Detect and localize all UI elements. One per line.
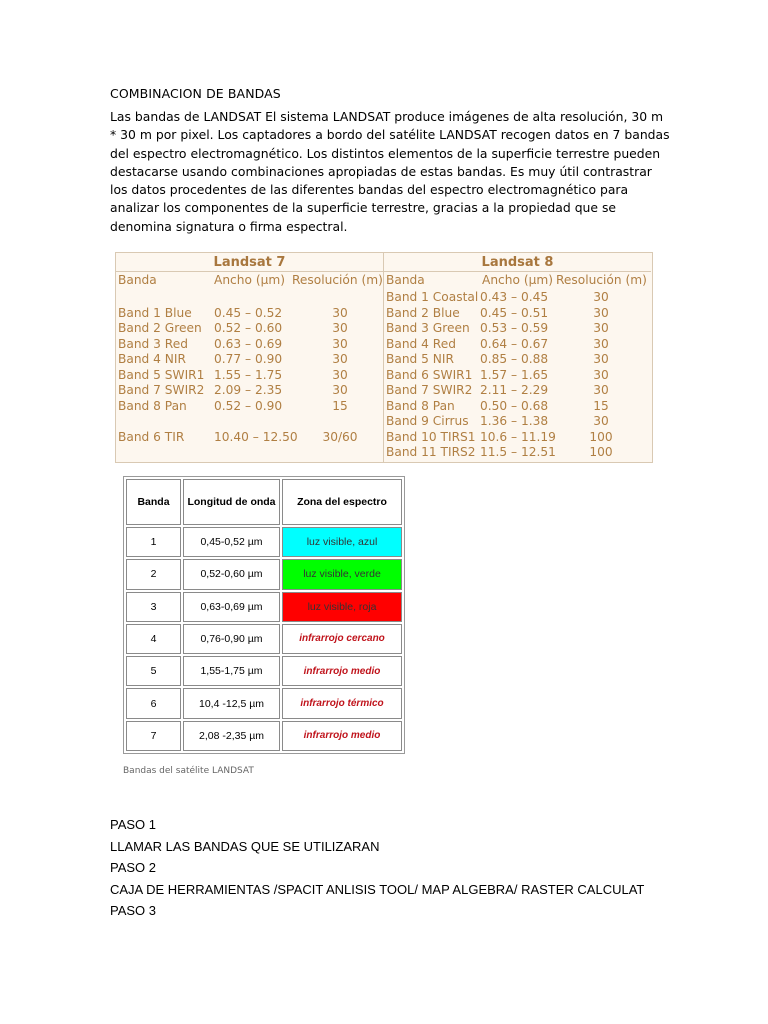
landsat7-resolucion-cell: 30/60	[322, 429, 358, 444]
landsat8-banda-cell: Band 10 TIRS1	[386, 429, 476, 444]
landsat8-resolucion-cell: 100	[589, 429, 613, 444]
spectrum-row	[126, 624, 402, 654]
spectrum-header-row	[126, 479, 402, 525]
landsat7-row	[116, 352, 383, 368]
longitud-cell: 0,63-0,69 µm	[183, 592, 280, 622]
landsat8-banda-cell: Band 4 Red	[386, 336, 456, 351]
longitud-cell: 0,52-0,60 µm	[183, 559, 280, 589]
longitud-cell: 0,76-0,90 µm	[183, 624, 280, 654]
landsat8-ancho-cell: 0.53 – 0.59	[480, 321, 549, 335]
landsat8-resolucion-cell: 30	[593, 367, 609, 382]
landsat7-row	[116, 399, 383, 415]
landsat8-resolucion-cell: 30	[593, 352, 609, 366]
landsat7-ancho-cell: 2.09 – 2.35	[214, 383, 283, 397]
spectrum-row	[126, 527, 402, 557]
zona-cell: infrarrojo térmico	[282, 688, 402, 718]
landsat8-ancho-cell: 0.50 – 0.68	[480, 398, 549, 413]
landsat7-banda-cell: Band 6 TIR	[118, 429, 185, 444]
landsat7-title: Landsat 7	[213, 255, 286, 270]
landsat7-ancho-cell: 10.40 – 12.50	[214, 429, 298, 444]
intro-paragraph: Las bandas de LANDSAT El sistema LANDSAT produce imágenes de alta resolución, 30 m * 30 m por pixel. Los captadores a bordo del satélite LANDSAT recogen datos en 7 bandas del espectro electromagnético. Los distintos elementos de la superficie terrestre pueden destacarse usando combinaciones apropiadas de estas bandas. Es muy útil contrastrar los datos procedentes de las diferentes bandas del espectro electromagnético para analizar los componentes de la superficie terrestre, gracias a la propiedad que se denomina signatura o firma espectral.	[110, 109, 670, 234]
landsat7-ancho-cell: 0.52 – 0.60	[214, 321, 283, 335]
spectrum-row	[126, 688, 402, 718]
landsat7-resolucion-cell: 15	[332, 398, 348, 413]
divider	[384, 271, 651, 272]
landsat7-banda-cell: Band 5 SWIR1	[118, 367, 205, 382]
banda-cell: 4	[126, 624, 181, 654]
spectrum-row	[126, 721, 402, 751]
landsat7-row	[116, 306, 383, 322]
banda-cell: 7	[126, 721, 181, 751]
landsat7-ancho-cell: 1.55 – 1.75	[214, 367, 283, 382]
landsat8-banda-cell: Band 8 Pan	[386, 398, 455, 413]
landsat8-resolucion-cell: 30	[593, 321, 609, 335]
landsat7-column	[116, 253, 384, 462]
landsat7-row	[116, 321, 383, 337]
landsat8-row	[384, 337, 651, 353]
landsat7-row	[116, 430, 383, 446]
landsat7-row	[116, 337, 383, 353]
landsat7-ancho-cell: 0.52 – 0.90	[214, 398, 283, 413]
landsat8-row	[384, 321, 651, 337]
longitud-cell: 0,45-0,52 µm	[183, 527, 280, 557]
zona-cell: infrarrojo medio	[282, 721, 402, 751]
landsat8-title: Landsat 8	[481, 255, 554, 270]
landsat8-resolucion-cell: 30	[593, 383, 609, 397]
landsat8-row	[384, 445, 651, 461]
landsat7-row	[116, 383, 383, 399]
step-line: PASO 1	[110, 817, 157, 832]
landsat8-banda-cell: Band 2 Blue	[386, 305, 460, 320]
landsat8-header-row	[384, 273, 651, 289]
landsat7-resolucion-cell: 30	[332, 336, 348, 351]
longitud-cell: 10,4 -12,5 µm	[183, 688, 280, 718]
landsat8-row	[384, 306, 651, 322]
divider	[116, 271, 383, 272]
landsat7-resolucion-cell: 30	[332, 321, 348, 335]
spectrum-table-frame	[123, 476, 405, 754]
landsat8-header-ancho: Ancho (µm)	[482, 273, 553, 287]
landsat8-row	[384, 352, 651, 368]
header-zona: Zona del espectro	[282, 479, 402, 525]
landsat8-row	[384, 399, 651, 415]
step-line: CAJA DE HERRAMIENTAS /SPACIT ANLISIS TOOL/ MAP ALGEBRA/ RASTER CALCULAT	[110, 881, 645, 897]
landsat7-resolucion-cell: 30	[332, 352, 348, 366]
landsat7-resolucion-cell: 30	[332, 367, 348, 382]
landsat7-header-ancho: Ancho (µm)	[214, 273, 285, 287]
zona-cell: infrarrojo medio	[282, 656, 402, 686]
landsat8-banda-cell: Band 7 SWIR2	[386, 383, 473, 397]
landsat7-row	[116, 414, 383, 430]
landsat8-banda-cell: Band 11 TIRS2	[386, 445, 476, 459]
landsat8-row	[384, 430, 651, 446]
landsat8-ancho-cell: 2.11 – 2.29	[480, 383, 549, 397]
landsat7-banda-cell: Band 1 Blue	[118, 305, 192, 320]
landsat8-ancho-cell: 11.5 – 12.51	[480, 445, 556, 459]
landsat8-ancho-cell: 10.6 – 11.19	[480, 429, 556, 444]
landsat-comparison-table	[115, 252, 653, 463]
step-line: PASO 2	[110, 860, 157, 875]
landsat8-row	[384, 290, 651, 306]
landsat8-ancho-cell: 0.43 – 0.45	[480, 290, 549, 304]
step-line: PASO 3	[110, 903, 157, 918]
landsat7-banda-cell: Band 3 Red	[118, 336, 188, 351]
landsat7-banda-cell: Band 7 SWIR2	[118, 383, 205, 397]
landsat7-header-banda: Banda	[118, 273, 157, 287]
landsat8-banda-cell: Band 6 SWIR1	[386, 367, 473, 382]
landsat8-resolucion-cell: 30	[593, 336, 609, 351]
landsat7-banda-cell: Band 8 Pan	[118, 398, 187, 413]
landsat7-ancho-cell: 0.45 – 0.52	[214, 305, 283, 320]
landsat8-banda-cell: Band 1 Coastal	[386, 290, 479, 304]
landsat7-banda-cell: Band 2 Green	[118, 321, 202, 335]
steps-list	[110, 818, 650, 926]
landsat8-header-banda: Banda	[386, 273, 425, 287]
landsat7-resolucion-cell: 30	[332, 305, 348, 320]
landsat8-ancho-cell: 0.45 – 0.51	[480, 305, 549, 320]
landsat8-row	[384, 414, 651, 430]
spectrum-row	[126, 559, 402, 589]
landsat8-ancho-cell: 0.85 – 0.88	[480, 352, 549, 366]
landsat8-resolucion-cell: 30	[593, 290, 609, 304]
landsat7-ancho-cell: 0.63 – 0.69	[214, 336, 283, 351]
zona-cell: luz visible, verde	[282, 559, 402, 589]
banda-cell: 5	[126, 656, 181, 686]
banda-cell: 2	[126, 559, 181, 589]
landsat7-header-row	[116, 273, 383, 289]
landsat8-resolucion-cell: 30	[593, 414, 609, 428]
zona-cell: infrarrojo cercano	[282, 624, 402, 654]
landsat7-row	[116, 290, 383, 306]
longitud-cell: 2,08 -2,35 µm	[183, 721, 280, 751]
landsat8-row	[384, 383, 651, 399]
landsat8-ancho-cell: 1.57 – 1.65	[480, 367, 549, 382]
landsat8-row	[384, 368, 651, 384]
longitud-cell: 1,55-1,75 µm	[183, 656, 280, 686]
zona-cell: luz visible, azul	[282, 527, 402, 557]
landsat8-resolucion-cell: 100	[589, 445, 613, 459]
landsat8-ancho-cell: 0.64 – 0.67	[480, 336, 549, 351]
landsat8-ancho-cell: 1.36 – 1.38	[480, 414, 549, 428]
banda-cell: 1	[126, 527, 181, 557]
step-line: LLAMAR LAS BANDAS QUE SE UTILIZARAN	[110, 838, 380, 854]
landsat7-ancho-cell: 0.77 – 0.90	[214, 352, 283, 366]
header-longitud: Longitud de onda	[183, 479, 280, 525]
banda-cell: 6	[126, 688, 181, 718]
spectrum-table	[124, 477, 404, 753]
header-banda: Banda	[126, 479, 181, 525]
landsat8-banda-cell: Band 5 NIR	[386, 352, 454, 366]
spectrum-caption: Bandas del satélite LANDSAT	[123, 766, 254, 776]
landsat8-resolucion-cell: 30	[593, 305, 609, 320]
document-title: COMBINACION DE BANDAS	[110, 86, 281, 101]
landsat8-header-resolucion: Resolución (m)	[556, 273, 647, 287]
landsat8-banda-cell: Band 3 Green	[386, 321, 470, 335]
landsat7-row	[116, 368, 383, 384]
zona-cell: luz visible, roja	[282, 592, 402, 622]
landsat7-header-resolucion: Resolución (m)	[292, 273, 383, 287]
landsat8-column	[384, 253, 651, 462]
spectrum-row	[126, 592, 402, 622]
landsat7-banda-cell: Band 4 NIR	[118, 352, 186, 366]
landsat8-banda-cell: Band 9 Cirrus	[386, 414, 469, 428]
spectrum-row	[126, 656, 402, 686]
landsat8-resolucion-cell: 15	[593, 398, 609, 413]
landsat7-resolucion-cell: 30	[332, 383, 348, 397]
banda-cell: 3	[126, 592, 181, 622]
